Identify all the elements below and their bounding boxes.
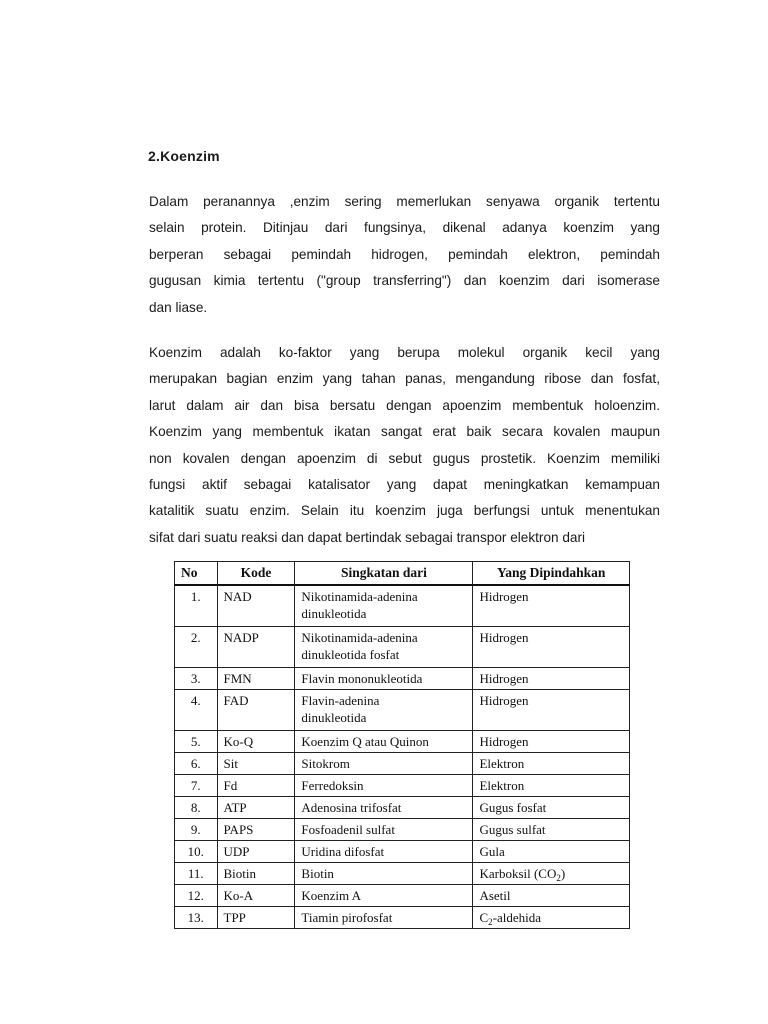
paragraph-1	[149, 189, 660, 321]
cell-singkatan-line: Biotin	[301, 866, 334, 881]
cell-yang-text: Gugus fosfat	[479, 800, 547, 815]
cell-yang-text: Karboksil (CO	[479, 866, 557, 881]
cell-singkatan-line: Flavin mononukleotida	[301, 671, 423, 686]
header-kode: Kode	[217, 562, 295, 586]
cell-no: 4.	[175, 690, 218, 731]
cell-yang-text: Hidrogen	[479, 693, 529, 708]
cell-yang-dipindahkan	[473, 731, 630, 753]
cell-kode: Biotin	[217, 863, 295, 885]
header-singkatan: Singkatan dari	[295, 562, 473, 586]
cell-yang-dipindahkan	[473, 885, 630, 907]
table-row	[175, 585, 630, 627]
cell-singkatan	[295, 690, 473, 731]
cell-singkatan-line: Ferredoksin	[301, 778, 364, 793]
paragraph-line: selain protein. Ditinjau dari fungsinya, dikenal adanya koenzim yang	[149, 220, 660, 236]
table-row	[175, 775, 630, 797]
cell-kode: Ko-A	[217, 885, 295, 907]
cell-yang-text: Hidrogen	[479, 589, 529, 604]
cell-singkatan-line: dinukleotida	[301, 710, 367, 725]
cell-singkatan	[295, 797, 473, 819]
cell-singkatan	[295, 668, 473, 690]
cell-no: 11.	[175, 863, 218, 885]
cell-yang-dipindahkan	[473, 775, 630, 797]
cell-no: 2.	[175, 627, 218, 668]
cell-yang-subscript: 2	[556, 873, 561, 883]
cell-yang-dipindahkan	[473, 668, 630, 690]
cell-yang-text: Hidrogen	[479, 734, 529, 749]
paragraph-line: merupakan bagian enzim yang tahan panas, mengandung ribose dan fosfat,	[149, 371, 660, 387]
table-row	[175, 885, 630, 907]
cell-yang-text: )	[560, 866, 566, 881]
cell-kode: Ko-Q	[217, 731, 295, 753]
cell-singkatan	[295, 775, 473, 797]
cell-kode: ATP	[217, 797, 295, 819]
cell-singkatan	[295, 585, 473, 627]
cell-no: 7.	[175, 775, 218, 797]
cell-kode: TPP	[217, 907, 295, 929]
cell-yang-text: Gula	[479, 844, 505, 859]
paragraph-line: Koenzim yang membentuk ikatan sangat erat baik secara kovalen maupun	[149, 424, 660, 440]
cell-singkatan-line: Koenzim A	[301, 888, 361, 903]
cell-singkatan	[295, 885, 473, 907]
cell-singkatan-line: Koenzim Q atau Quinon	[301, 734, 429, 749]
cell-kode: FMN	[217, 668, 295, 690]
paragraph-line: katalitik suatu enzim. Selain itu koenzim juga berfungsi untuk menentukan	[149, 503, 660, 519]
table-header-row	[175, 562, 630, 586]
cell-yang-dipindahkan	[473, 753, 630, 775]
cell-no: 5.	[175, 731, 218, 753]
cell-singkatan-line: Nikotinamida-adenina	[301, 589, 418, 604]
paragraph-line: dan liase.	[149, 299, 208, 315]
cell-yang-dipindahkan	[473, 690, 630, 731]
cell-kode: NAD	[217, 585, 295, 627]
cell-singkatan-line: Uridina difosfat	[301, 844, 385, 859]
cell-yang-text: Asetil	[479, 888, 511, 903]
cell-no: 9.	[175, 819, 218, 841]
table-row	[175, 841, 630, 863]
cell-yang-text: Hidrogen	[479, 630, 529, 645]
cell-yang-subscript: 2	[488, 917, 493, 927]
cell-kode: FAD	[217, 690, 295, 731]
cell-no: 12.	[175, 885, 218, 907]
paragraph-line: fungsi aktif sebagai katalisator yang dapat meningkatkan kemampuan	[149, 476, 660, 492]
cell-no: 10.	[175, 841, 218, 863]
cell-kode: Fd	[217, 775, 295, 797]
cell-kode: Sit	[217, 753, 295, 775]
table-row	[175, 668, 630, 690]
cell-singkatan	[295, 627, 473, 668]
cell-singkatan-line: Flavin-adenina	[301, 693, 380, 708]
cell-yang-dipindahkan	[473, 907, 630, 929]
table-row	[175, 819, 630, 841]
cell-singkatan-line: dinukleotida fosfat	[301, 647, 400, 662]
header-yang-dipindahkan: Yang Dipindahkan	[473, 562, 630, 586]
cell-yang-dipindahkan	[473, 841, 630, 863]
cell-yang-text: -aldehida	[492, 910, 541, 925]
paragraph-line: larut dalam air dan bisa bersatu dengan apoenzim membentuk holoenzim.	[149, 397, 660, 413]
cell-yang-dipindahkan	[473, 627, 630, 668]
paragraph-line: gugusan kimia tertentu ("group transferring") dan koenzim dari isomerase	[149, 273, 660, 289]
cell-singkatan	[295, 863, 473, 885]
coenzyme-table	[174, 561, 630, 929]
cell-singkatan	[295, 819, 473, 841]
cell-kode: UDP	[217, 841, 295, 863]
cell-yang-text: Elektron	[479, 778, 525, 793]
cell-yang-text: Elektron	[479, 756, 525, 771]
table-row	[175, 753, 630, 775]
cell-singkatan-line: Nikotinamida-adenina	[301, 630, 418, 645]
header-no: No	[175, 562, 218, 586]
table-row	[175, 690, 630, 731]
table-row	[175, 863, 630, 885]
cell-singkatan	[295, 753, 473, 775]
paragraph-2	[149, 340, 660, 551]
paragraph-line: sifat dari suatu reaksi dan dapat bertindak sebagai transpor elektron dari	[149, 529, 586, 545]
paragraph-line: Koenzim adalah ko-faktor yang berupa molekul organik kecil yang	[149, 345, 660, 360]
cell-kode: PAPS	[217, 819, 295, 841]
cell-singkatan-line: Fosfoadenil sulfat	[301, 822, 395, 837]
paragraph-line: Dalam peranannya ,enzim sering memerlukan senyawa organik tertentu	[149, 194, 660, 209]
cell-no: 1.	[175, 585, 218, 627]
cell-singkatan-line: Sitokrom	[301, 756, 350, 771]
table-body	[175, 585, 630, 929]
cell-no: 8.	[175, 797, 218, 819]
cell-singkatan-line: Adenosina trifosfat	[301, 800, 402, 815]
paragraph-line: berperan sebagai pemindah hidrogen, pemindah elektron, pemindah	[149, 246, 660, 262]
cell-yang-text: Hidrogen	[479, 671, 529, 686]
cell-yang-dipindahkan	[473, 819, 630, 841]
cell-yang-dipindahkan	[473, 863, 630, 885]
section-heading: 2.Koenzim	[148, 148, 220, 164]
cell-no: 6.	[175, 753, 218, 775]
cell-kode: NADP	[217, 627, 295, 668]
coenzyme-table-container	[174, 561, 630, 929]
cell-yang-dipindahkan	[473, 585, 630, 627]
cell-singkatan-line: dinukleotida	[301, 606, 367, 621]
table-row	[175, 731, 630, 753]
cell-singkatan	[295, 907, 473, 929]
table-row	[175, 797, 630, 819]
cell-singkatan	[295, 841, 473, 863]
cell-yang-dipindahkan	[473, 797, 630, 819]
table-row	[175, 627, 630, 668]
cell-no: 13.	[175, 907, 218, 929]
cell-singkatan	[295, 731, 473, 753]
cell-yang-text: C	[479, 910, 489, 925]
cell-no: 3.	[175, 668, 218, 690]
table-row	[175, 907, 630, 929]
cell-yang-text: Gugus sulfat	[479, 822, 546, 837]
cell-singkatan-line: Tiamin pirofosfat	[301, 910, 393, 925]
paragraph-line: non kovalen dengan apoenzim di sebut gugus prostetik. Koenzim memiliki	[149, 450, 660, 466]
